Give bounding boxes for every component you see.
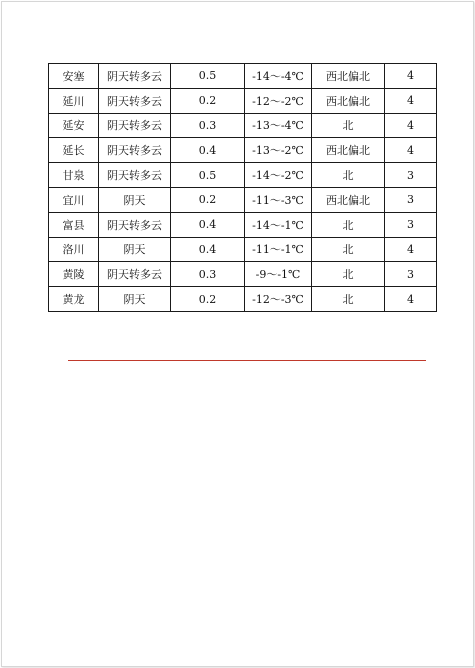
precipitation-cell: 0.4: [171, 237, 245, 262]
table-row: [49, 187, 437, 212]
weather-forecast-table: [48, 63, 437, 312]
table-row: [49, 237, 437, 262]
precipitation-cell: 0.4: [171, 138, 245, 163]
temperature-cell: -12～-3℃: [245, 287, 312, 312]
table-row: [49, 113, 437, 138]
document-page: [1, 1, 474, 667]
city-cell: 富县: [49, 212, 99, 237]
weather-cell: 阴天转多云: [99, 262, 171, 287]
wind-force-cell: 3: [385, 163, 437, 188]
weather-cell: 阴天转多云: [99, 212, 171, 237]
precipitation-cell: 0.2: [171, 287, 245, 312]
temperature-cell: -9～-1℃: [245, 262, 312, 287]
wind-force-cell: 4: [385, 287, 437, 312]
wind-force-cell: 4: [385, 88, 437, 113]
temperature-cell: -14～-2℃: [245, 163, 312, 188]
wind-force-cell: 3: [385, 262, 437, 287]
temperature-cell: -13～-2℃: [245, 138, 312, 163]
table-row: [49, 262, 437, 287]
wind-force-cell: 4: [385, 64, 437, 89]
city-cell: 甘泉: [49, 163, 99, 188]
wind-direction-cell: 北: [312, 287, 385, 312]
city-cell: 洛川: [49, 237, 99, 262]
temperature-cell: -12～-2℃: [245, 88, 312, 113]
table-row: [49, 212, 437, 237]
weather-cell: 阴天转多云: [99, 163, 171, 188]
temperature-cell: -14～-1℃: [245, 212, 312, 237]
wind-direction-cell: 北: [312, 262, 385, 287]
city-cell: 黄龙: [49, 287, 99, 312]
precipitation-cell: 0.3: [171, 262, 245, 287]
weather-cell: 阴天: [99, 237, 171, 262]
temperature-cell: -11～-1℃: [245, 237, 312, 262]
weather-cell: 阴天转多云: [99, 88, 171, 113]
weather-cell: 阴天转多云: [99, 64, 171, 89]
wind-force-cell: 3: [385, 187, 437, 212]
wind-direction-cell: 北: [312, 163, 385, 188]
weather-cell: 阴天: [99, 187, 171, 212]
table-row: [49, 138, 437, 163]
wind-force-cell: 4: [385, 138, 437, 163]
city-cell: 延安: [49, 113, 99, 138]
table-row: [49, 64, 437, 89]
precipitation-cell: 0.4: [171, 212, 245, 237]
wind-force-cell: 4: [385, 113, 437, 138]
wind-direction-cell: 西北偏北: [312, 138, 385, 163]
table-row: [49, 287, 437, 312]
precipitation-cell: 0.2: [171, 187, 245, 212]
city-cell: 延川: [49, 88, 99, 113]
wind-direction-cell: 西北偏北: [312, 88, 385, 113]
wind-direction-cell: 北: [312, 212, 385, 237]
temperature-cell: -14～-4℃: [245, 64, 312, 89]
red-divider-line: [68, 360, 426, 361]
weather-cell: 阴天: [99, 287, 171, 312]
table-body: [49, 64, 437, 312]
wind-direction-cell: 西北偏北: [312, 187, 385, 212]
wind-direction-cell: 北: [312, 113, 385, 138]
precipitation-cell: 0.2: [171, 88, 245, 113]
temperature-cell: -11～-3℃: [245, 187, 312, 212]
city-cell: 安塞: [49, 64, 99, 89]
wind-force-cell: 4: [385, 237, 437, 262]
wind-force-cell: 3: [385, 212, 437, 237]
temperature-cell: -13～-4℃: [245, 113, 312, 138]
table-row: [49, 163, 437, 188]
weather-cell: 阴天转多云: [99, 113, 171, 138]
city-cell: 黄陵: [49, 262, 99, 287]
wind-direction-cell: 北: [312, 237, 385, 262]
city-cell: 延长: [49, 138, 99, 163]
precipitation-cell: 0.5: [171, 64, 245, 89]
city-cell: 宜川: [49, 187, 99, 212]
wind-direction-cell: 西北偏北: [312, 64, 385, 89]
table-row: [49, 88, 437, 113]
precipitation-cell: 0.5: [171, 163, 245, 188]
weather-cell: 阴天转多云: [99, 138, 171, 163]
precipitation-cell: 0.3: [171, 113, 245, 138]
